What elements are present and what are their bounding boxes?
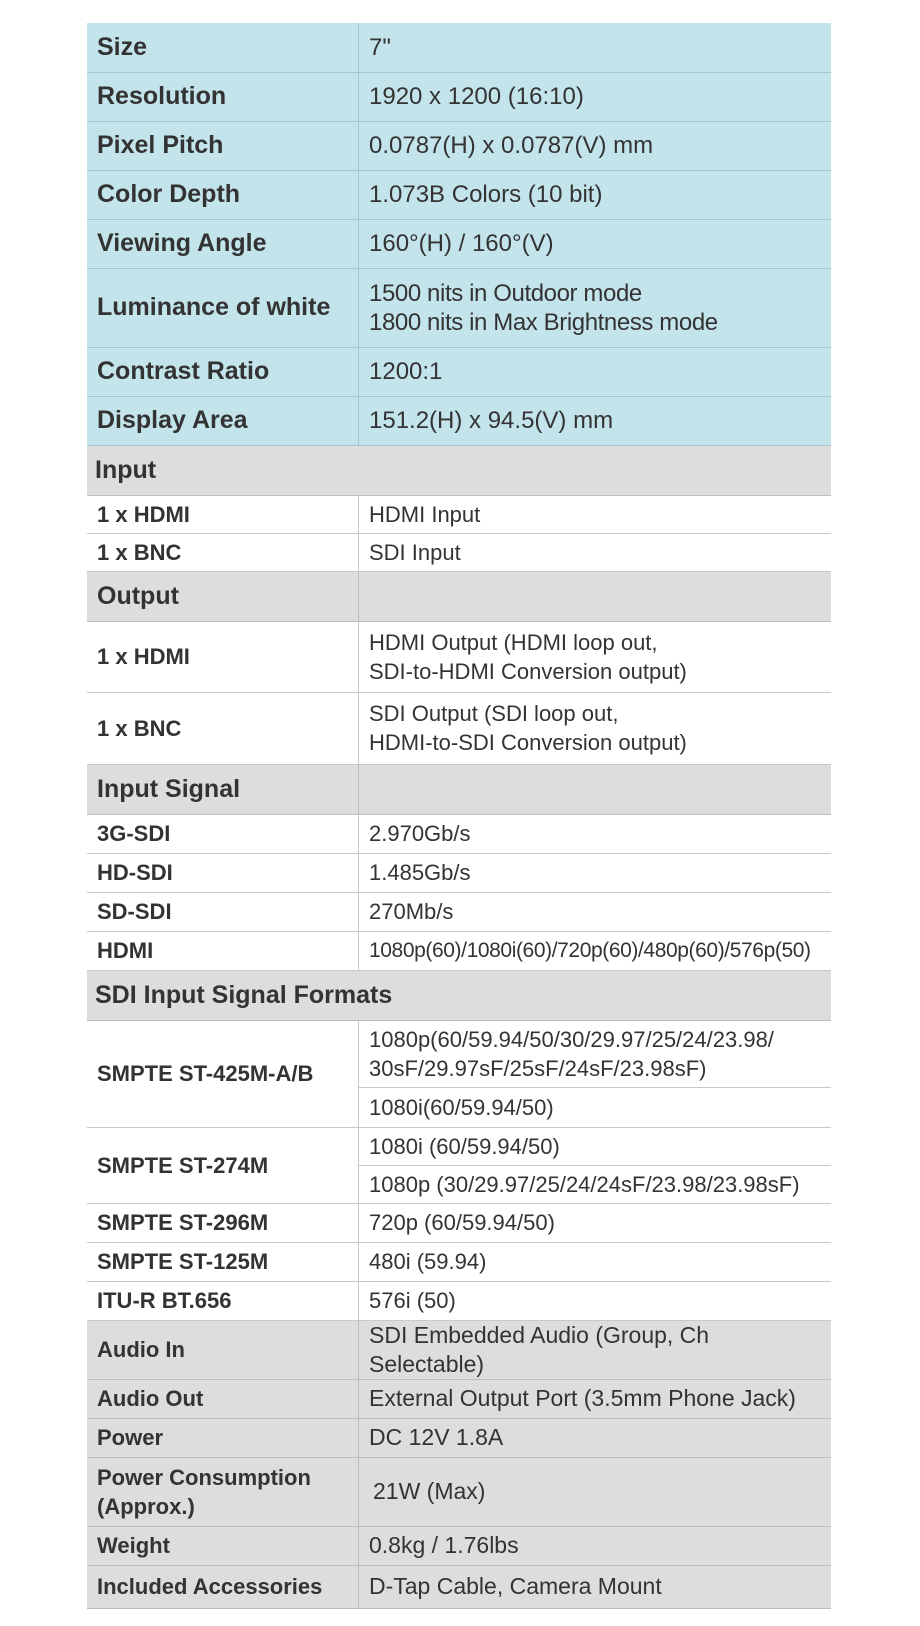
spec-row-color-depth bbox=[87, 170, 831, 219]
spec-row-contrast bbox=[87, 347, 831, 396]
spec-label: 1 x HDMI bbox=[87, 495, 359, 533]
spec-row-luminance bbox=[87, 268, 831, 347]
spec-label: Resolution bbox=[87, 72, 359, 121]
spec-value bbox=[359, 621, 832, 692]
spec-row bbox=[87, 1281, 831, 1320]
spec-row-resolution bbox=[87, 72, 831, 121]
spec-value: 2.970Gb/s bbox=[359, 814, 832, 853]
spec-value: 1.485Gb/s bbox=[359, 853, 832, 892]
spec-label: Size bbox=[87, 23, 359, 72]
spec-row bbox=[87, 853, 831, 892]
spec-value: 1080i (60/59.94/50) bbox=[359, 1127, 832, 1165]
spec-row-display-area bbox=[87, 396, 831, 445]
spec-value: 270Mb/s bbox=[359, 892, 832, 931]
spec-label: SMPTE ST-274M bbox=[87, 1127, 359, 1203]
section-heading: Output bbox=[87, 571, 359, 621]
spec-value-line: 30sF/29.97sF/25sF/24sF/23.98sF) bbox=[369, 1055, 707, 1081]
spec-label: Viewing Angle bbox=[87, 219, 359, 268]
spec-value: 1200:1 bbox=[359, 347, 832, 396]
spec-value: 1920 x 1200 (16:10) bbox=[359, 72, 832, 121]
spec-row bbox=[87, 533, 831, 571]
spec-row bbox=[87, 1203, 831, 1242]
spec-row bbox=[87, 814, 831, 853]
spec-value-line: HDMI Output (HDMI loop out, bbox=[369, 629, 658, 655]
spec-value: 1080p(60)/1080i(60)/720p(60)/480p(60)/576p(50) bbox=[359, 931, 832, 970]
section-heading: SDI Input Signal Formats bbox=[87, 970, 831, 1020]
spec-row bbox=[87, 621, 831, 692]
spec-row bbox=[87, 1242, 831, 1281]
spec-value: DC 12V 1.8A bbox=[359, 1418, 832, 1457]
section-heading: Input bbox=[87, 445, 831, 495]
spec-label: 1 x BNC bbox=[87, 692, 359, 764]
spec-row-st274 bbox=[87, 1127, 831, 1165]
spec-value: 480i (59.94) bbox=[359, 1242, 832, 1281]
spec-label: 3G-SDI bbox=[87, 814, 359, 853]
spec-label: Contrast Ratio bbox=[87, 347, 359, 396]
spec-row-power-consumption bbox=[87, 1457, 831, 1526]
spec-row-pixel-pitch bbox=[87, 121, 831, 170]
spec-label-line: Power Consumption bbox=[97, 1464, 311, 1490]
spec-label: 1 x HDMI bbox=[87, 621, 359, 692]
spec-label: ITU-R BT.656 bbox=[87, 1281, 359, 1320]
spec-row bbox=[87, 495, 831, 533]
spec-value: 720p (60/59.94/50) bbox=[359, 1203, 832, 1242]
spec-row-audio-in bbox=[87, 1320, 831, 1379]
spec-row-accessories bbox=[87, 1565, 831, 1608]
spec-label: Pixel Pitch bbox=[87, 121, 359, 170]
spec-label: 1 x BNC bbox=[87, 533, 359, 571]
spec-value-line: 1800 nits in Max Brightness mode bbox=[369, 308, 718, 336]
section-heading-blank bbox=[359, 764, 832, 814]
spec-row-weight bbox=[87, 1526, 831, 1565]
spec-value-line: SDI-to-HDMI Conversion output) bbox=[369, 658, 687, 684]
spec-value: 21W (Max) bbox=[359, 1457, 832, 1526]
section-heading: Input Signal bbox=[87, 764, 359, 814]
spec-value-line: HDMI-to-SDI Conversion output) bbox=[369, 730, 687, 755]
spec-value: 1.073B Colors (10 bit) bbox=[359, 170, 832, 219]
section-input-signal bbox=[87, 764, 831, 814]
section-heading-blank bbox=[359, 571, 832, 621]
spec-value: 0.8kg / 1.76lbs bbox=[359, 1526, 832, 1565]
spec-table bbox=[87, 23, 831, 1609]
spec-value: SDI Input bbox=[359, 533, 832, 571]
section-sdi-formats bbox=[87, 970, 831, 1020]
spec-label-line: (Approx.) bbox=[97, 1493, 195, 1519]
spec-label: Audio Out bbox=[87, 1379, 359, 1418]
spec-row-viewing-angle bbox=[87, 219, 831, 268]
spec-row-st425 bbox=[87, 1020, 831, 1087]
spec-value: D-Tap Cable, Camera Mount bbox=[359, 1565, 832, 1608]
spec-label: Color Depth bbox=[87, 170, 359, 219]
spec-value: 1080p (30/29.97/25/24/24sF/23.98/23.98sF) bbox=[359, 1165, 832, 1203]
spec-label: SD-SDI bbox=[87, 892, 359, 931]
spec-row bbox=[87, 931, 831, 970]
spec-value: 7" bbox=[359, 23, 832, 72]
spec-row bbox=[87, 892, 831, 931]
spec-value-line: 1500 nits in Outdoor mode bbox=[369, 279, 642, 307]
spec-label: Power bbox=[87, 1418, 359, 1457]
spec-value bbox=[359, 268, 832, 347]
spec-label: HD-SDI bbox=[87, 853, 359, 892]
spec-value: SDI Embedded Audio (Group, Ch Selectable) bbox=[359, 1320, 832, 1379]
spec-label: HDMI bbox=[87, 931, 359, 970]
spec-value: 160°(H) / 160°(V) bbox=[359, 219, 832, 268]
spec-label: Audio In bbox=[87, 1320, 359, 1379]
section-output bbox=[87, 571, 831, 621]
spec-row-audio-out bbox=[87, 1379, 831, 1418]
spec-label: Luminance of white bbox=[87, 268, 359, 347]
spec-row-power bbox=[87, 1418, 831, 1457]
spec-value: 151.2(H) x 94.5(V) mm bbox=[359, 396, 832, 445]
spec-row bbox=[87, 692, 831, 764]
spec-value bbox=[359, 1020, 832, 1087]
spec-value: 576i (50) bbox=[359, 1281, 832, 1320]
spec-value: HDMI Input bbox=[359, 495, 832, 533]
spec-label: SMPTE ST-425M-A/B bbox=[87, 1020, 359, 1127]
spec-value-line: SDI Output (SDI loop out, bbox=[369, 701, 619, 726]
spec-label: Weight bbox=[87, 1526, 359, 1565]
spec-value-line: 1080p(60/59.94/50/30/29.97/25/24/23.98/ bbox=[369, 1026, 774, 1052]
spec-value: 0.0787(H) x 0.0787(V) mm bbox=[359, 121, 832, 170]
spec-value bbox=[359, 692, 832, 764]
spec-value: 1080i(60/59.94/50) bbox=[359, 1087, 832, 1127]
spec-label bbox=[87, 1457, 359, 1526]
spec-label: SMPTE ST-296M bbox=[87, 1203, 359, 1242]
spec-row-size bbox=[87, 23, 831, 72]
spec-value: External Output Port (3.5mm Phone Jack) bbox=[359, 1379, 832, 1418]
spec-label: Display Area bbox=[87, 396, 359, 445]
section-input bbox=[87, 445, 831, 495]
spec-label: SMPTE ST-125M bbox=[87, 1242, 359, 1281]
spec-label: Included Accessories bbox=[87, 1565, 359, 1608]
